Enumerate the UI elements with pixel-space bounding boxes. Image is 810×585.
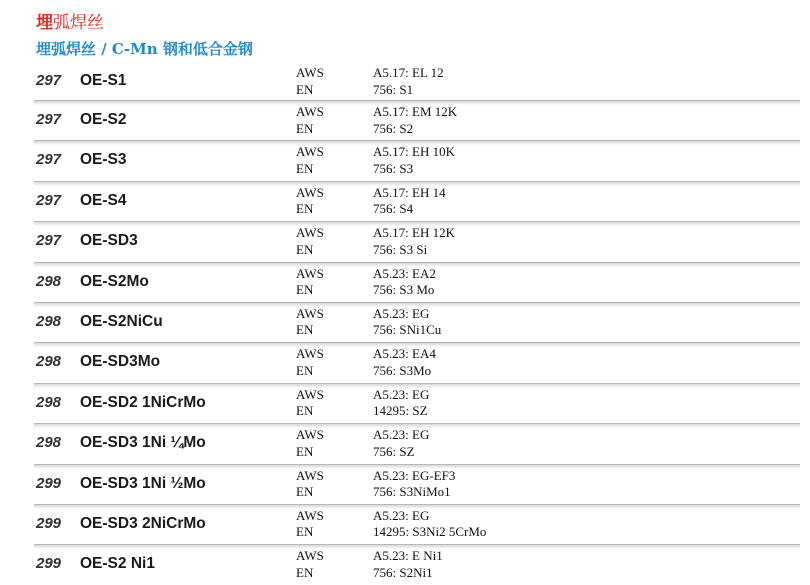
product-name[interactable]: OE-SD3 1Ni ¼Mo	[80, 434, 206, 452]
table-row	[34, 464, 800, 504]
en-label: EN	[296, 81, 314, 97]
aws-value: A5.17: EH 14	[373, 184, 446, 200]
en-value: 756: SNi1Cu	[373, 322, 442, 338]
page-number: 298	[36, 434, 62, 452]
standard-values	[373, 387, 429, 420]
table-row	[34, 544, 800, 584]
aws-value: A5.17: EH 10K	[373, 144, 455, 160]
page-number: 299	[36, 555, 62, 573]
page-title	[36, 8, 104, 33]
standard-labels	[296, 104, 324, 137]
en-value: 14295: SZ	[373, 403, 428, 419]
page-number: 297	[36, 111, 62, 128]
en-value: 756: S2Ni1	[373, 564, 433, 580]
en-value: 756: S3NiMo1	[373, 484, 451, 500]
table-row	[34, 262, 800, 302]
product-name[interactable]: OE-S2 Ni1	[80, 555, 155, 573]
product-name[interactable]: OE-SD3	[80, 232, 138, 250]
aws-value: A5.23: EG	[373, 427, 430, 443]
table-row	[34, 62, 800, 100]
standard-values	[373, 468, 455, 501]
standard-labels	[296, 266, 324, 299]
product-name[interactable]: OE-S2Mo	[80, 272, 149, 290]
aws-value: A5.23: E Ni1	[373, 548, 443, 564]
en-label: EN	[296, 362, 314, 378]
aws-label: AWS	[296, 427, 324, 443]
en-label: EN	[296, 120, 314, 136]
table-row	[34, 383, 800, 423]
en-label: EN	[296, 443, 314, 459]
en-value: 14295: S3Ni2 5CrMo	[373, 524, 487, 540]
table-row	[34, 140, 800, 180]
product-name[interactable]: OE-S1	[80, 72, 127, 89]
standard-values	[373, 225, 455, 258]
page-number: 298	[36, 272, 62, 290]
standard-values	[373, 427, 429, 460]
table-row	[34, 302, 800, 342]
standard-labels	[296, 225, 324, 258]
standard-values	[373, 65, 444, 98]
aws-label: AWS	[296, 305, 324, 321]
table-row	[34, 423, 800, 463]
en-label: EN	[296, 282, 314, 298]
page-number: 299	[36, 474, 62, 492]
en-label: EN	[296, 241, 314, 257]
standard-labels	[296, 508, 324, 541]
aws-value: A5.17: EM 12K	[373, 104, 458, 119]
en-value: 756: S3 Si	[373, 241, 428, 257]
aws-value: A5.23: EA4	[373, 346, 436, 362]
section-subtitle: 埋弧焊丝 / C-Mn 钢和低合金钢	[36, 40, 253, 58]
en-label: EN	[296, 201, 314, 217]
standard-labels	[296, 468, 324, 501]
aws-label: AWS	[296, 65, 324, 80]
standard-labels	[296, 346, 324, 379]
standard-values	[373, 266, 436, 299]
aws-label: AWS	[296, 265, 324, 281]
aws-value: A5.23: EG	[373, 305, 430, 321]
aws-label: AWS	[296, 548, 324, 564]
page-number: 298	[36, 312, 62, 330]
aws-label: AWS	[296, 346, 324, 362]
table-row	[34, 504, 800, 544]
page-title-rest: 弧焊丝	[53, 13, 104, 33]
table-row	[34, 100, 800, 140]
en-value: 756: S3 Mo	[373, 282, 435, 298]
standard-values	[373, 144, 455, 177]
standard-values	[373, 306, 441, 339]
page-title-first-char: 埋	[36, 13, 53, 33]
product-name[interactable]: OE-S3	[80, 151, 127, 169]
product-name[interactable]: OE-S4	[80, 191, 127, 209]
en-label: EN	[296, 484, 314, 500]
page-number: 298	[36, 353, 62, 371]
aws-label: AWS	[296, 104, 324, 119]
standard-labels	[296, 427, 324, 460]
standard-values	[373, 346, 436, 379]
table-row	[34, 181, 800, 221]
standard-labels	[296, 548, 324, 581]
aws-value: A5.23: EG	[373, 507, 430, 523]
en-value: 756: S3	[373, 160, 414, 176]
standard-labels	[296, 185, 324, 218]
aws-label: AWS	[296, 467, 324, 483]
standard-values	[373, 104, 457, 137]
standard-labels	[296, 144, 324, 177]
table-row	[34, 342, 800, 382]
en-label: EN	[296, 403, 314, 419]
page-number: 297	[36, 72, 62, 89]
standard-values	[373, 508, 486, 541]
product-name[interactable]: OE-SD2 1NiCrMo	[80, 393, 206, 411]
product-name[interactable]: OE-SD3Mo	[80, 353, 161, 371]
aws-value: A5.17: EL 12	[373, 65, 444, 80]
page-number: 297	[36, 191, 62, 209]
standard-values	[373, 548, 443, 581]
page-number: 299	[36, 514, 62, 532]
page-number: 297	[36, 232, 62, 250]
standard-labels	[296, 306, 324, 339]
table-row	[34, 221, 800, 261]
en-label: EN	[296, 322, 314, 338]
standard-values	[373, 185, 446, 218]
en-label: EN	[296, 524, 314, 540]
aws-label: AWS	[296, 225, 324, 241]
aws-label: AWS	[296, 144, 324, 160]
page-number: 297	[36, 151, 62, 169]
aws-value: A5.17: EH 12K	[373, 225, 455, 241]
en-value: 756: S3Mo	[373, 362, 432, 378]
standard-labels	[296, 387, 324, 420]
en-value: 756: S2	[373, 120, 414, 136]
aws-value: A5.23: EA2	[373, 265, 436, 281]
aws-label: AWS	[296, 507, 324, 523]
aws-label: AWS	[296, 386, 324, 402]
aws-value: A5.23: EG-EF3	[373, 467, 456, 483]
standard-labels	[296, 65, 324, 98]
en-value: 756: S4	[373, 201, 414, 217]
en-label: EN	[296, 564, 314, 580]
product-name[interactable]: OE-SD3 2NiCrMo	[80, 514, 206, 532]
product-table	[34, 62, 800, 585]
en-value: 756: SZ	[373, 443, 415, 459]
product-name[interactable]: OE-S2NiCu	[80, 312, 163, 330]
product-name[interactable]: OE-SD3 1Ni ½Mo	[80, 474, 206, 492]
en-value: 756: S1	[373, 81, 414, 97]
en-label: EN	[296, 160, 314, 176]
aws-label: AWS	[296, 184, 324, 200]
aws-value: A5.23: EG	[373, 386, 430, 402]
product-name[interactable]: OE-S2	[80, 111, 127, 128]
page-number: 298	[36, 393, 62, 411]
